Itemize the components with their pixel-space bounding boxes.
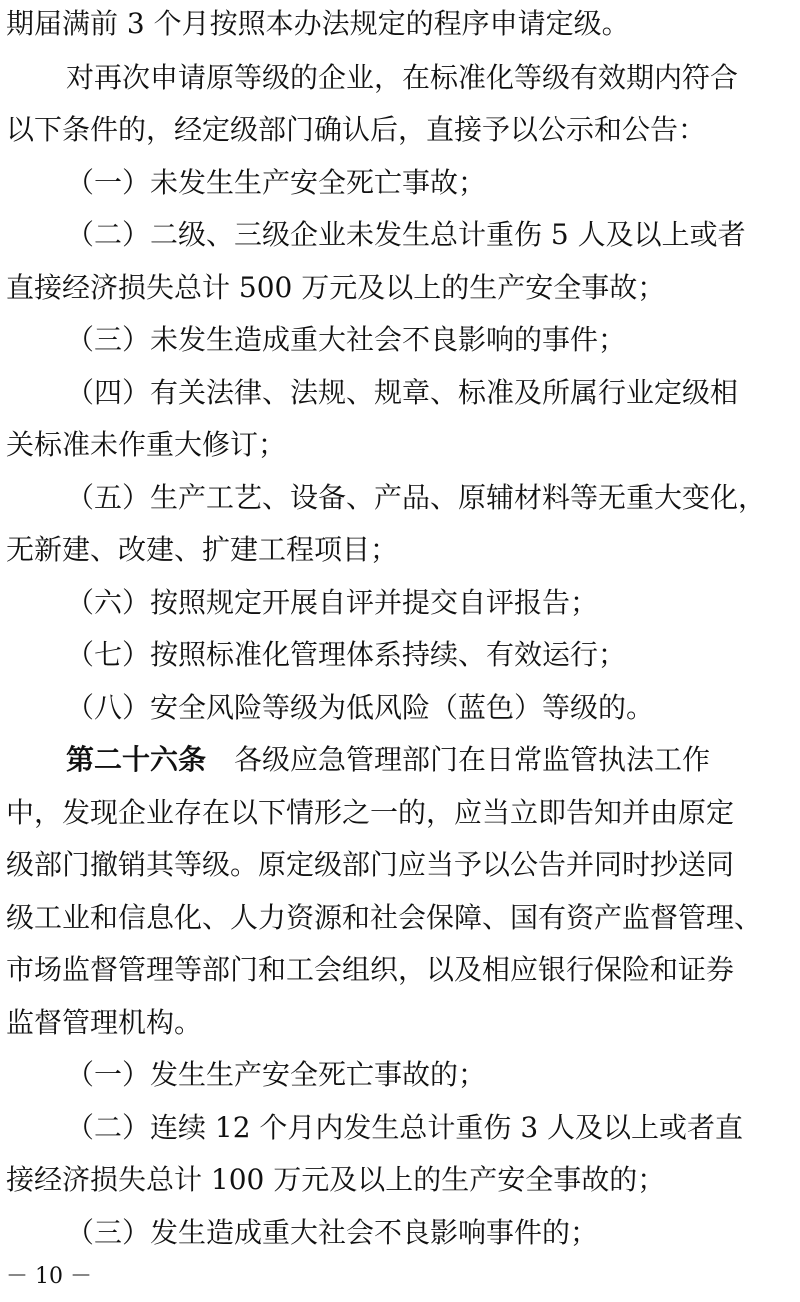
- text-line: 期届满前 3 个月按照本办法规定的程序申请定级。: [6, 7, 630, 40]
- text-line: 接经济损失总计 100 万元及以上的生产安全事故的；: [6, 1163, 666, 1196]
- list-item: （一）未发生生产安全死亡事故；: [66, 166, 487, 199]
- text-line: 监督管理机构。: [6, 1006, 203, 1039]
- page-number: － 10 －: [6, 1264, 92, 1289]
- list-item: （二）连续 12 个月内发生总计重伤 3 人及以上或者直: [66, 1111, 744, 1144]
- paragraph-line: 对再次申请原等级的企业，在标准化等级有效期内符合: [66, 61, 739, 94]
- list-item: （五）生产工艺、设备、产品、原辅材料等无重大变化，: [66, 481, 767, 514]
- text-line: 市场监督管理等部门和工会组织，以及相应银行保险和证券: [6, 953, 735, 986]
- article-number: 第二十六条: [66, 743, 207, 776]
- article-text: 各级应急管理部门在日常监管执法工作: [234, 743, 711, 776]
- text-line: 无新建、改建、扩建工程项目；: [6, 533, 399, 566]
- list-item: （六）按照规定开展自评并提交自评报告；: [66, 586, 599, 619]
- list-item: （三）未发生造成重大社会不良影响的事件；: [66, 323, 627, 356]
- text-line: 中，发现企业存在以下情形之一的，应当立即告知并由原定: [6, 796, 735, 829]
- text-line: 以下条件的，经定级部门确认后，直接予以公示和公告：: [6, 113, 707, 146]
- text-line: 级部门撤销其等级。原定级部门应当予以公告并同时抄送同: [6, 848, 735, 881]
- list-item: （一）发生生产安全死亡事故的；: [66, 1058, 487, 1091]
- list-item: （七）按照标准化管理体系持续、有效运行；: [66, 638, 627, 671]
- list-item: （二）二级、三级企业未发生总计重伤 5 人及以上或者: [66, 218, 746, 251]
- list-item: （三）发生造成重大社会不良影响事件的；: [66, 1216, 599, 1249]
- list-item: （八）安全风险等级为低风险（蓝色）等级的。: [66, 691, 655, 724]
- text-line: 关标准未作重大修订；: [6, 428, 287, 461]
- article-line: [0, 740, 800, 780]
- text-line: 级工业和信息化、人力资源和社会保障、国有资产监督管理、: [6, 901, 763, 934]
- list-item: （四）有关法律、法规、规章、标准及所属行业定级相: [66, 376, 739, 409]
- text-line: 直接经济损失总计 500 万元及以上的生产安全事故；: [6, 271, 666, 304]
